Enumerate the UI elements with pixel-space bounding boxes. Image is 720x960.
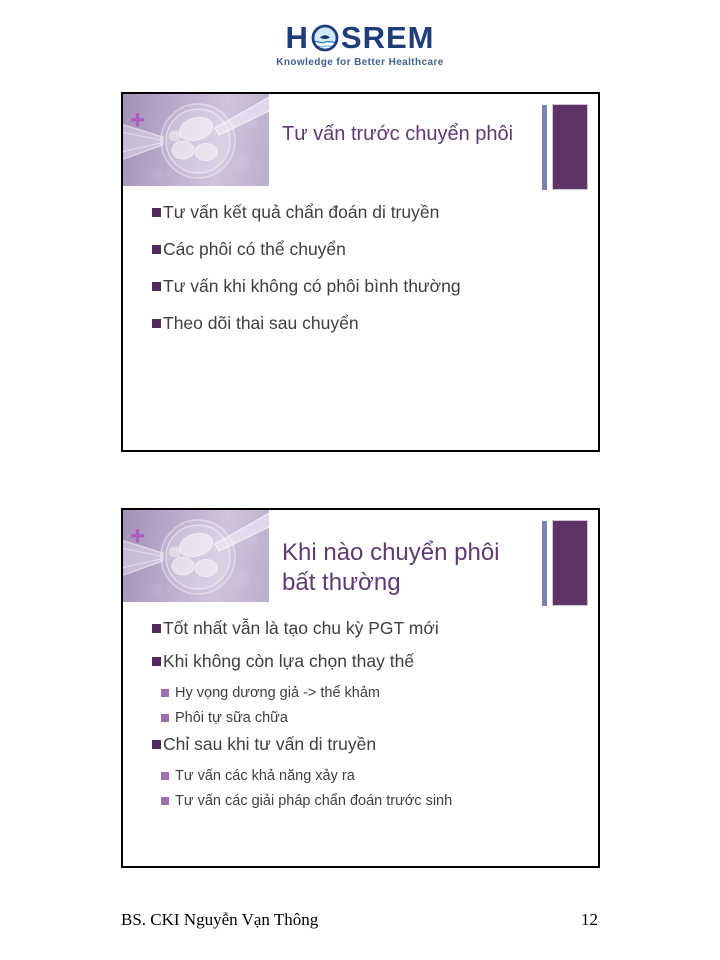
footer-author: BS. CKI Nguyễn Vạn Thông <box>121 910 319 929</box>
embryo-icsi-illustration <box>123 94 269 186</box>
slide1-bullet-list <box>152 202 582 350</box>
square-bullet-icon <box>152 657 161 666</box>
bullet-text: Hy vọng dương giả -> thể khảm <box>175 685 381 701</box>
bullet-text: Tốt nhất vẫn là tạo chu kỳ PGT mới <box>163 618 439 638</box>
plus-marker-icon <box>131 113 144 126</box>
page-footer <box>121 910 598 930</box>
bullet-item <box>152 313 582 334</box>
ocean-wave-circle-icon <box>310 23 340 53</box>
slide2-title-line2: bất thường <box>282 569 401 596</box>
square-bullet-icon <box>161 689 169 697</box>
embryo-icsi-illustration <box>123 510 269 602</box>
sub-bullet-item <box>161 792 582 810</box>
decor-slate-bar <box>542 105 547 190</box>
bullet-text: Tư vấn khi không có phôi bình thường <box>163 276 461 296</box>
bullet-text: Phôi tự sữa chữa <box>175 710 288 726</box>
bullet-text: Chỉ sau khi tư vấn di truyền <box>163 734 377 754</box>
embryo-microscopy-image <box>123 510 269 602</box>
logo-letters-srem: SREM <box>340 20 435 55</box>
square-bullet-icon <box>152 245 161 254</box>
bullet-item <box>152 276 582 297</box>
slide2-title <box>282 538 562 598</box>
slide2-bullet-list <box>152 618 582 817</box>
square-bullet-icon <box>161 714 169 722</box>
bullet-text: Các phôi có thể chuyển <box>163 239 346 259</box>
square-bullet-icon <box>152 282 161 291</box>
square-bullet-icon <box>161 772 169 780</box>
bullet-text: Khi không còn lựa chọn thay thế <box>163 651 415 671</box>
slide1-title: Tư vấn trước chuyển phôi <box>282 123 514 145</box>
bullet-text: Tư vấn kết quả chẩn đoán di truyền <box>163 202 440 222</box>
square-bullet-icon <box>152 319 161 328</box>
bullet-text: Tư vấn các giải pháp chẩn đoán trước sinh <box>175 793 453 809</box>
embryo-microscopy-image <box>123 94 269 186</box>
square-bullet-icon <box>152 740 161 749</box>
footer-page-number: 12 <box>581 910 598 929</box>
bullet-text: Tư vấn các khả năng xảy ra <box>175 768 355 784</box>
square-bullet-icon <box>161 797 169 805</box>
bullet-item <box>152 618 582 639</box>
bullet-item <box>152 202 582 223</box>
sub-bullet-item <box>161 684 582 702</box>
bullet-item <box>152 651 582 672</box>
slide2-title-line1: Khi nào chuyển phôi <box>282 539 500 566</box>
bullet-text: Theo dõi thai sau chuyển <box>163 313 359 333</box>
decor-purple-bar <box>552 104 588 190</box>
decor-slate-bar <box>542 521 547 606</box>
logo-letter-h: H <box>285 20 309 55</box>
square-bullet-icon <box>152 624 161 633</box>
square-bullet-icon <box>152 208 161 217</box>
hosrem-wordmark <box>286 22 435 54</box>
bullet-item <box>152 239 582 260</box>
slide-2 <box>121 508 600 868</box>
bullet-item <box>152 734 582 755</box>
hosrem-logo <box>0 22 720 68</box>
decor-purple-bar <box>552 520 588 606</box>
sub-bullet-item <box>161 767 582 785</box>
logo-tagline: Knowledge for Better Healthcare <box>276 57 444 68</box>
sub-bullet-item <box>161 709 582 727</box>
plus-marker-icon <box>131 529 144 542</box>
slide-1 <box>121 92 600 452</box>
